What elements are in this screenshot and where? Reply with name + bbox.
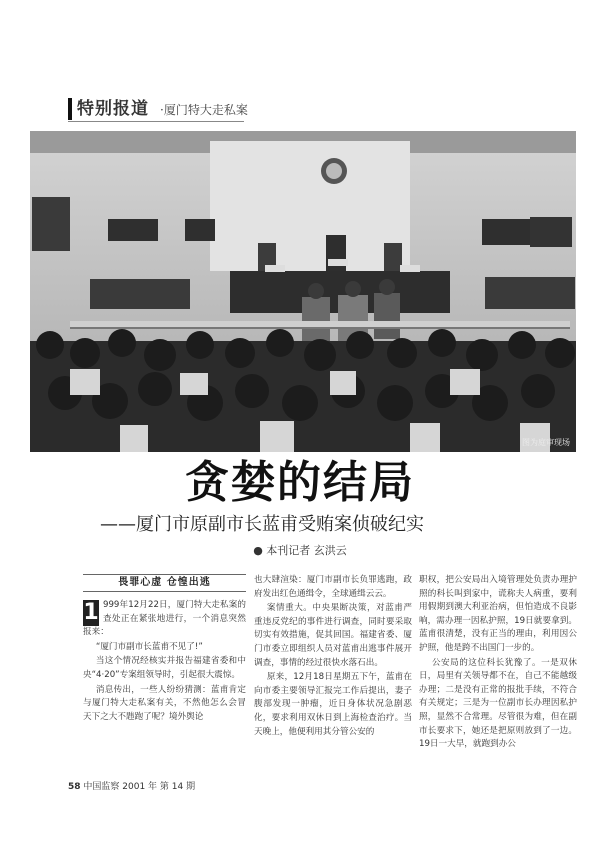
paragraph: 案情重大。中央果断决策，对蓝甫严重违反党纪的事件进行调查，同时要采取切实有效措施，促其回国。福建省委、厦门市委立即组织人员对蓝甫出逃事件展开调查，事情的经过很快水落石出。 [254,603,412,668]
paragraph: 公安局的这位科长犹豫了。一是双休日，局里有关领导都不在，自己不能越级办理；二是没有正常的报批手续，不符合有关规定；三是为一位副市长办理因私护照，显然不合常理。尽管很为难，但在副市长要求下，她还是把原则放到了一边。19日一大早，就跑到办公 [419,657,577,750]
paragraph: 原来，12月18日星期五下午，蓝甫在向市委主要领导汇报完工作后提出，妻子腹部发现一肿瘤，近日身体状况急剧恶化，要求利用双休日到上海检查治疗。当天晚上，他便利用其分管公安的 [254,672,412,737]
subheadline: ——厦门市原副市长蓝甫受贿案侦破纪实 [100,514,424,535]
paragraph [83,599,246,640]
section-tag [68,98,248,120]
section-tag-bar [68,98,72,120]
headline: 贪婪的结局 [185,457,415,508]
article-column-1 [83,574,246,725]
page-footer [68,781,195,793]
byline: ● 本刊记者 玄洪云 [253,544,347,557]
paragraph: 职权，把公安局出入境管理处负责办理护照的科长叫到家中，谎称夫人病重，要利用假期到澳大利亚治病，但怕造成不良影响，需办理一因私护照，19日就要拿到。蓝甫很清楚，没有正当的理由，利用因公护照，他是跨不出国门一步的。 [419,575,577,653]
paragraph-text: 999年12月22日，厦门特大走私案的查处正在紧张地进行，一个消息突然报来： [83,600,246,638]
magazine-issue: 中国监察 2001 年 第 14 期 [83,782,196,792]
photo-caption: 图为庭审现场 [522,438,570,447]
paragraph: 也大肆渲染：厦门市副市长负罪逃跑，政府发出红色通缉令，全球通缉云云。 [254,575,412,599]
page-number: 58 [68,782,81,792]
box-heading: 畏罪心虚 仓惶出逃 [83,574,246,592]
section-label: 特别报道 [77,99,149,119]
article-column-2 [254,574,412,740]
section-rule [68,121,244,122]
courtroom-photo-illustration [30,131,576,452]
article-column-3 [419,574,577,753]
courtroom-photo [30,131,576,452]
section-sub-label: ·厦门特大走私案 [160,103,248,117]
paragraph: 当这个情况经核实并报告福建省委和中央“4·20”专案组领导时，引起很大震惊。 [83,656,246,680]
paragraph: 消息传出，一些人纷纷猜测：蓝甫肯定与厦门特大走私案有关，不然他怎么会冒天下之大不韪跑了呢？境外舆论 [83,684,246,722]
paragraph: “厦门市副市长蓝甫不见了!” [95,641,203,652]
dropcap: 1 [83,600,99,625]
